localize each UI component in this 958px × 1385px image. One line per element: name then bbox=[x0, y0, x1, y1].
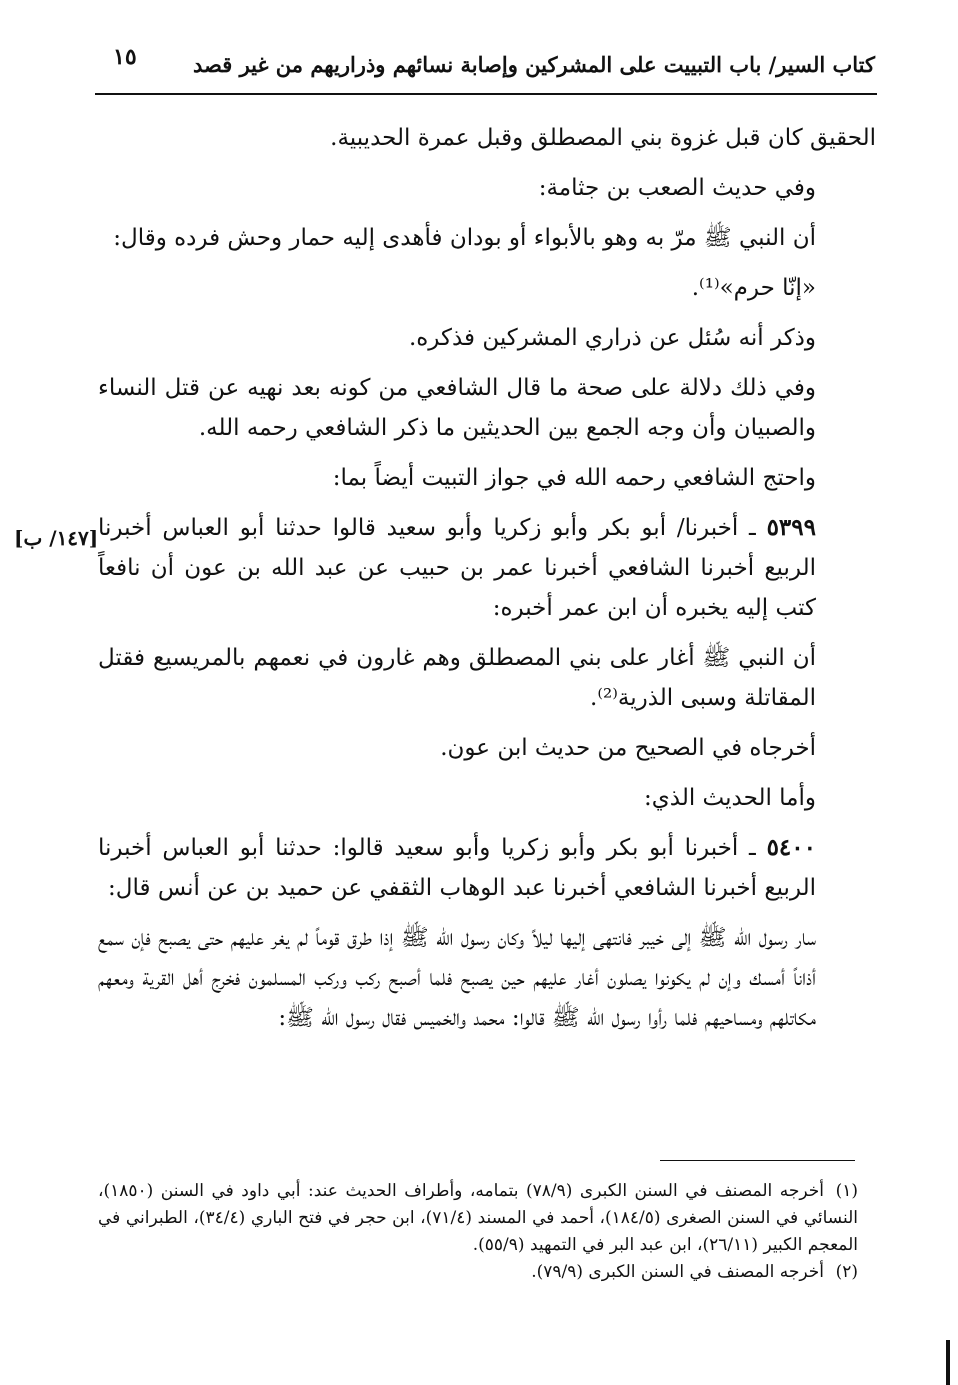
footnote-rule bbox=[660, 1160, 855, 1161]
paragraph: «إنّا حرم»⁽¹⁾. bbox=[691, 275, 816, 301]
paragraph: أن النبي ﷺ مرّ به وهو بالأبواء أو بودان فأهدى إليه حمار وحش فرده وقال: bbox=[113, 225, 816, 251]
manuscript-folio-note: [١٤٧/ ب] bbox=[14, 526, 99, 550]
hadith-number: ٥٤٠٠ bbox=[766, 834, 816, 861]
paragraph: وفي ذلك دلالة على صحة ما قال الشافعي من كونه بعد نهيه عن قتل النساء والصبيان وأن وجه الجمع بين الحديثين ما ذكر الشافعي رحمه الله. bbox=[98, 375, 816, 441]
footnote-marker: (١) bbox=[835, 1181, 858, 1201]
hadith-5399-takhrij: أخرجاه في الصحيح من حديث ابن عون. bbox=[440, 735, 816, 761]
hadith-number: ٥٣٩٩ bbox=[766, 514, 816, 541]
hadith-chain: ـ أخبرنا/ أبو بكر وأبو زكريا وأبو سعيد قالوا حدثنا أبو العباس أخبرنا الربيع أخبرنا الشافعي أخبرنا عمر بن حبيب عن عبد الله بن عون أن نافعاً كتب إليه يخبره أن ابن عمر أخبره: bbox=[98, 515, 816, 621]
hadith-5400-matn: سار رسول الله ﷺ إلى خيبر فانتهى إليها ليلاً وكان رسول الله ﷺ إذا طرق قوماً لم يغر عليهم حتى يصبح فإن سمع أذاناً أمسك وإن لم يكونوا يصلون أغار عليهم حين يصبح فلما أصبح ركب وركب المسلمون فخرج أهل القرية ومعهم مكاتلهم ومساحيهم فلما رأوا رسول الله ﷺ قالوا: محمد والخميس فقال رسول الله ﷺ: bbox=[98, 925, 816, 1031]
footnote-marker: (٢) bbox=[835, 1262, 858, 1282]
footnote bbox=[98, 1178, 858, 1259]
hadith-5399-matn: أن النبي ﷺ أغار على بني المصطلق وهم غارون في نعمهم بالمريسيع فقتل المقاتلة وسبى الذرية⁽²⁾. bbox=[98, 645, 816, 711]
hadith-chain: ـ أخبرنا أبو بكر وأبو زكريا وأبو سعيد قالوا: حدثنا أبو العباس أخبرنا الربيع أخبرنا الشافعي أخبرنا عبد الوهاب الثقفي عن حميد بن عن أنس قال: bbox=[98, 835, 816, 901]
hadith-5399-chain bbox=[98, 508, 876, 628]
footnote-text: أخرجه المصنف في السنن الكبرى (٧٩/٩). bbox=[531, 1262, 824, 1282]
main-text bbox=[98, 118, 876, 1048]
paragraph: واحتج الشافعي رحمه الله في جواز التبيت أيضاً بما: bbox=[332, 465, 816, 491]
footnote-text: أخرجه المصنف في السنن الكبرى (٧٨/٩) بتمامه، وأطراف الحديث عند: أبي داود في السنن (١٨٥٠)، النسائي في السنن الصغرى (١٨٤/٥)، أحمد في المسند (٧١/٤)، ابن حجر في فتح الباري (٣٤/٤)، الطبراني في المعجم الكبير (٢٦/١١)، ابن عبد البر في التمهيد (٥٥/٩). bbox=[98, 1181, 858, 1255]
footnotes bbox=[98, 1178, 858, 1286]
paragraph: وأما الحديث الذي: bbox=[644, 785, 816, 811]
page-number: ١٥ bbox=[113, 44, 137, 70]
header-title: كتاب السير/ باب التبييت على المشركين وإصابة نسائهم وذراريهم من غير قصد bbox=[192, 52, 875, 77]
hadith-5400-chain bbox=[98, 828, 876, 908]
paragraph: الحقيق كان قبل غزوة بني المصطلق وقبل عمرة الحديبية. bbox=[330, 125, 876, 151]
paragraph: وفي حديث الصعب بن جثامة: bbox=[538, 175, 816, 201]
scan-edge-mark bbox=[946, 1340, 950, 1385]
paragraph: وذكر أنه سُئل عن ذراري المشركين فذكره. bbox=[408, 325, 816, 351]
running-header bbox=[95, 40, 875, 90]
header-rule bbox=[95, 93, 877, 95]
footnote bbox=[98, 1259, 858, 1286]
